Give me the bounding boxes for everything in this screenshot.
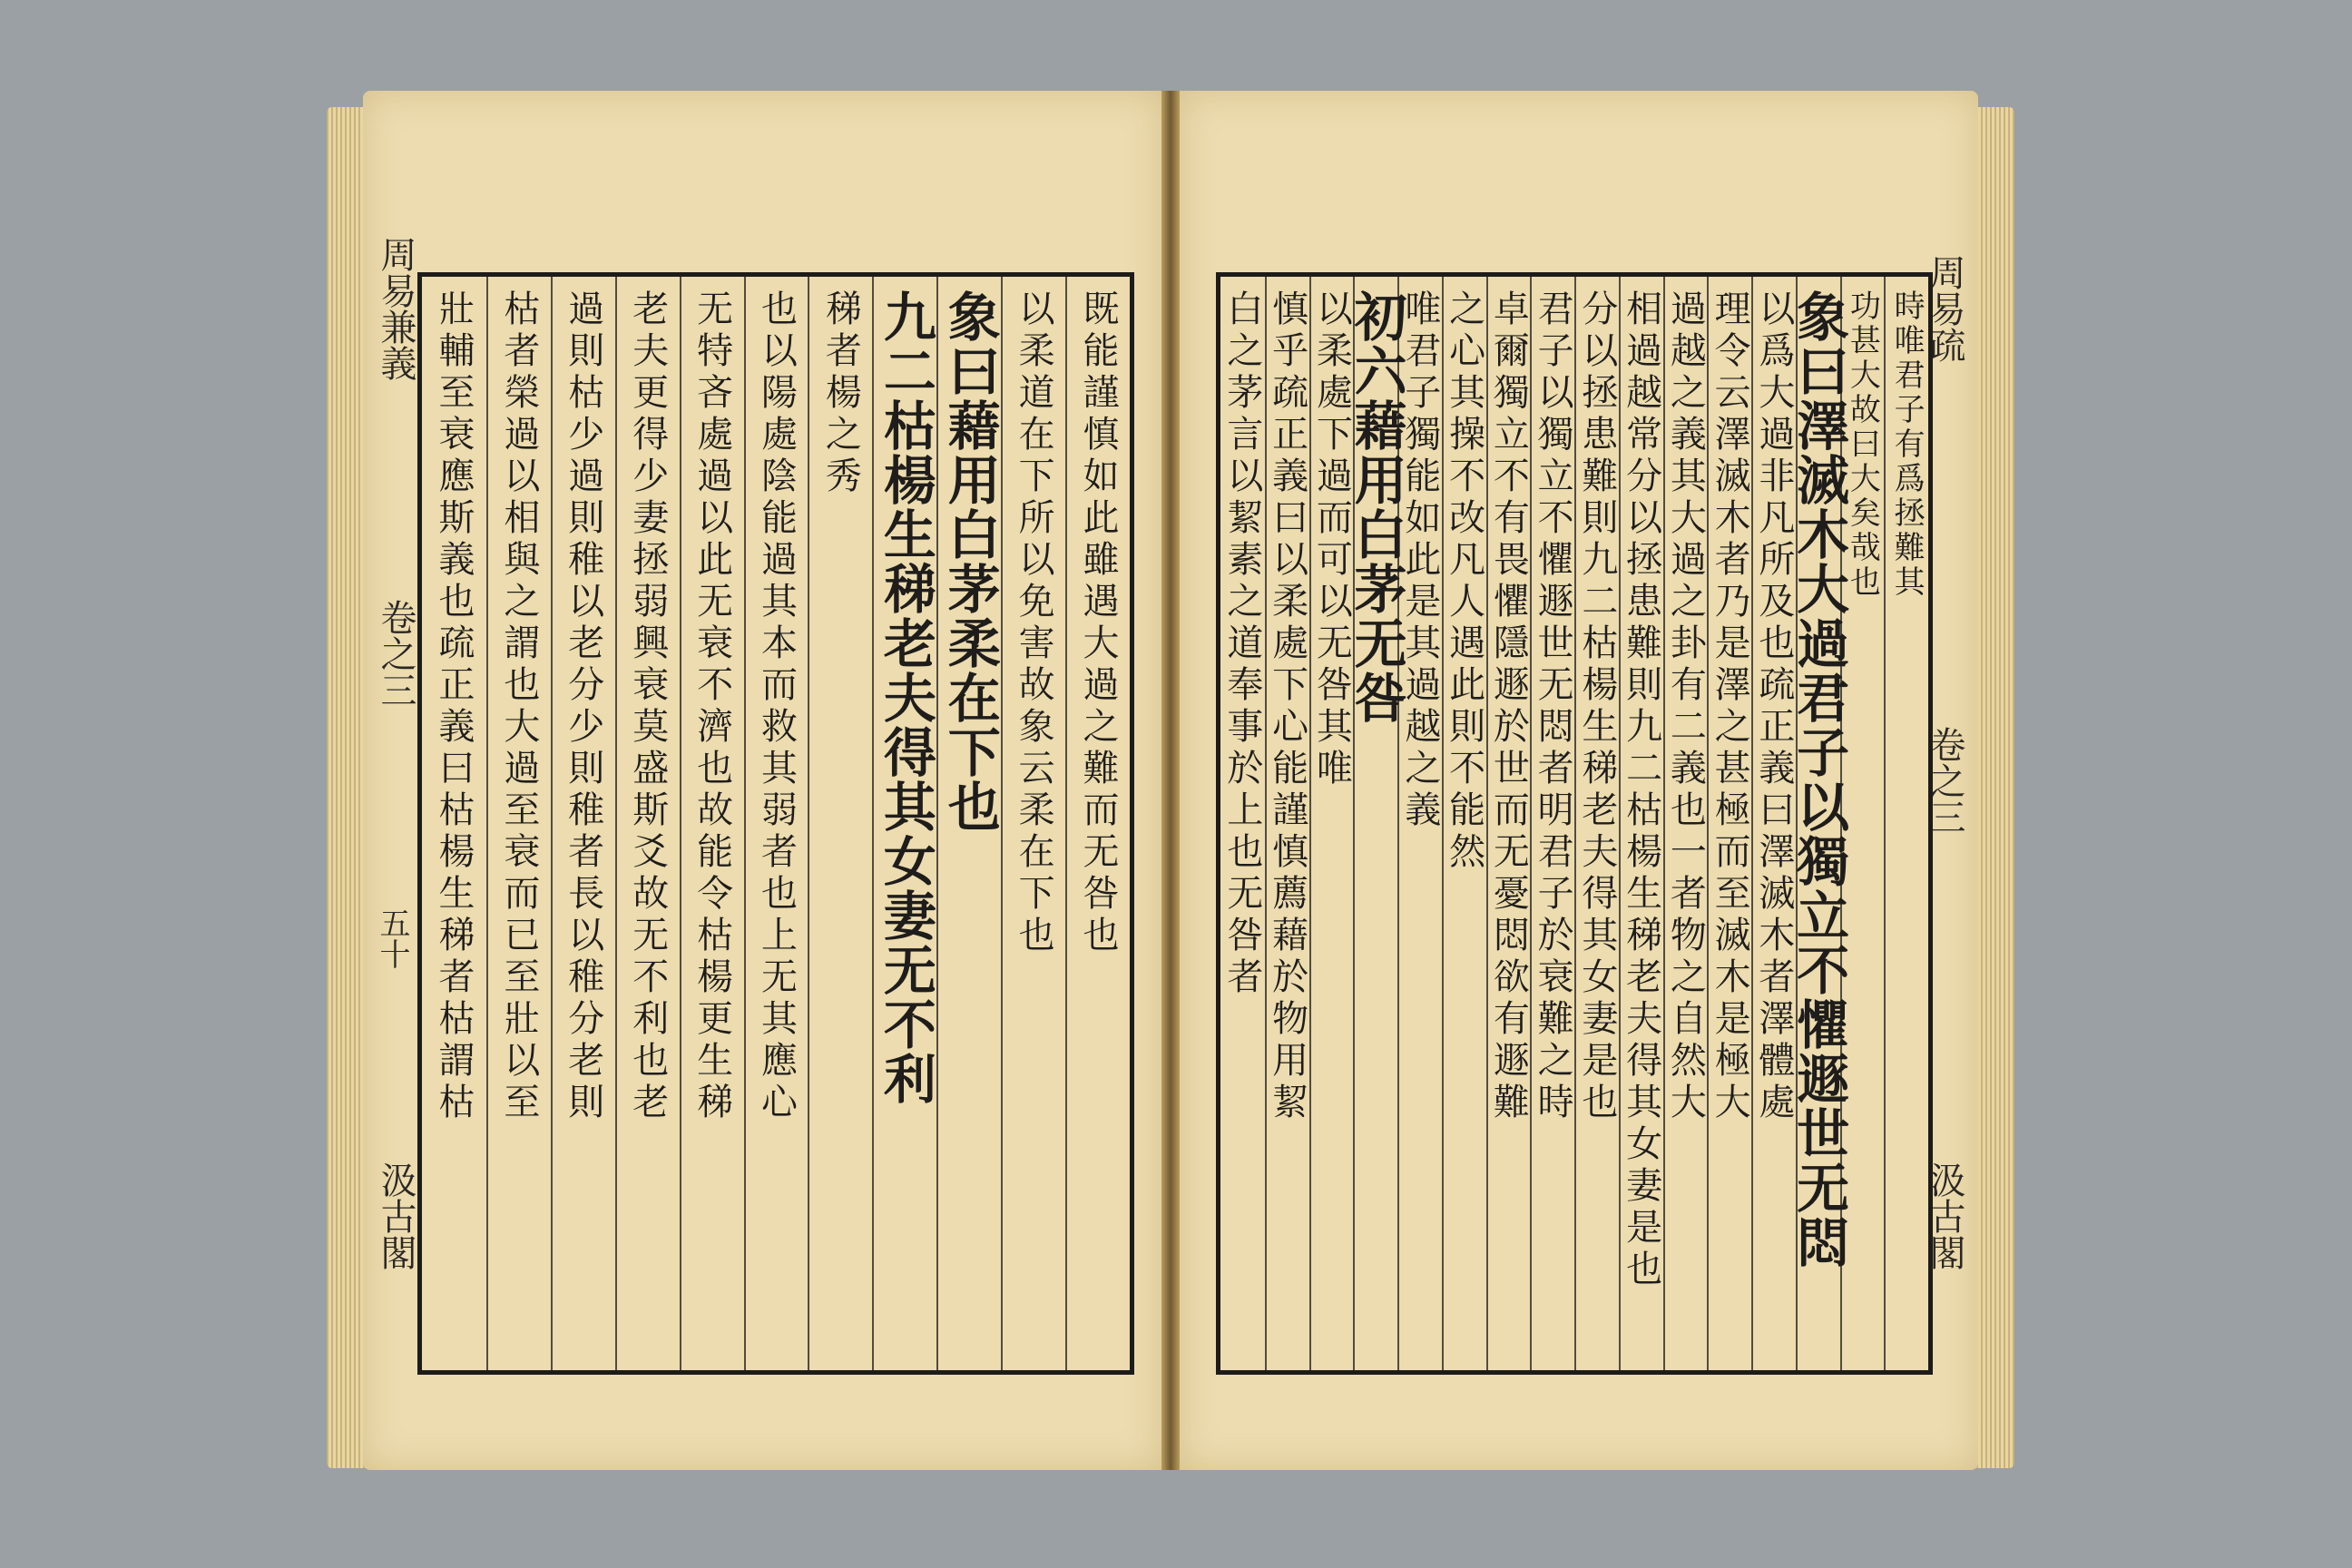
right-text-column: 時唯君子有爲拯難其 xyxy=(1884,277,1928,1370)
left-page xyxy=(363,91,1161,1470)
right-margin-juan: 卷之三 xyxy=(1924,726,1965,835)
right-text-column: 慎乎疏正義曰以柔處下心能謹慎薦藉於物用絜 xyxy=(1265,277,1309,1370)
right-text-column: 過越之義其大過之卦有二義也一者物之自然大 xyxy=(1663,277,1708,1370)
left-text-column: 壯輔至衰應斯義也疏正義曰枯楊生稊者枯謂枯 xyxy=(432,289,475,1124)
right-margin-publisher: 汲古閣 xyxy=(1924,1161,1965,1270)
right-text-column: 之心其操不改凡人遇此則不能然 xyxy=(1442,277,1486,1370)
right-text-frame xyxy=(1216,272,1933,1375)
left-text-column: 過則枯少過則稚以老分少則稚者長以稚分老則 xyxy=(551,277,615,1370)
right-text-column: 功甚大故曰大矣哉也 xyxy=(1840,277,1885,1370)
right-text-column: 以爲大過非凡所及也疏正義曰澤滅木者澤體處 xyxy=(1751,277,1796,1370)
right-text-column: 唯君子獨能如此是其過越之義 xyxy=(1397,277,1442,1370)
left-margin-page-number: 五十 xyxy=(374,907,410,969)
right-text-column: 初六藉用白茅无咎 xyxy=(1353,277,1397,1370)
right-page xyxy=(1180,91,1978,1470)
left-text-column: 无特吝處過以此无衰不濟也故能令枯楊更生稊 xyxy=(680,277,744,1370)
right-text-column: 理令云澤滅木者乃是澤之甚極而至滅木是極大 xyxy=(1707,277,1751,1370)
left-text-column: 象曰藉用白茅柔在下也 xyxy=(936,277,1001,1370)
left-text-column: 九二枯楊生稊老夫得其女妻无不利 xyxy=(872,277,936,1370)
open-book xyxy=(327,91,2014,1470)
left-text-column: 也以陽處陰能過其本而救其弱者也上无其應心 xyxy=(744,277,808,1370)
right-text-column: 白之茅言以絜素之道奉事於上也无咎者 xyxy=(1220,289,1263,999)
left-text-column: 既能謹慎如此雖遇大過之難而无咎也 xyxy=(1065,277,1130,1370)
right-text-column: 相過越常分以拯患難則九二枯楊生稊老夫得其女妻是也 xyxy=(1619,277,1663,1370)
right-text-column: 君子以獨立不懼遯世无悶者明君子於衰難之時 xyxy=(1530,277,1574,1370)
left-text-column: 枯者榮過以相與之謂也大過至衰而已至壯以至 xyxy=(486,277,551,1370)
left-text-frame xyxy=(417,272,1134,1375)
left-text-column: 老夫更得少妻拯弱興衰莫盛斯爻故无不利也老 xyxy=(615,277,680,1370)
left-text-column: 以柔道在下所以免害故象云柔在下也 xyxy=(1001,277,1065,1370)
left-margin-title: 周易兼義 xyxy=(375,236,416,381)
left-text-column: 稊者楊之秀 xyxy=(808,277,872,1370)
right-text-column: 分以拯患難則九二枯楊生稊老夫得其女妻是也 xyxy=(1574,277,1619,1370)
right-margin-title: 周易疏 xyxy=(1924,254,1965,363)
left-margin-publisher: 汲古閣 xyxy=(375,1161,416,1270)
right-text-column: 象曰澤滅木大過君子以獨立不懼遯世无悶 xyxy=(1796,277,1840,1370)
right-text-column: 以柔處下過而可以无咎其唯 xyxy=(1309,277,1354,1370)
left-margin-juan: 卷之三 xyxy=(375,599,416,708)
right-text-column: 卓爾獨立不有畏懼隱遯於世而无憂悶欲有遯難 xyxy=(1486,277,1531,1370)
book-gutter xyxy=(1161,91,1180,1470)
